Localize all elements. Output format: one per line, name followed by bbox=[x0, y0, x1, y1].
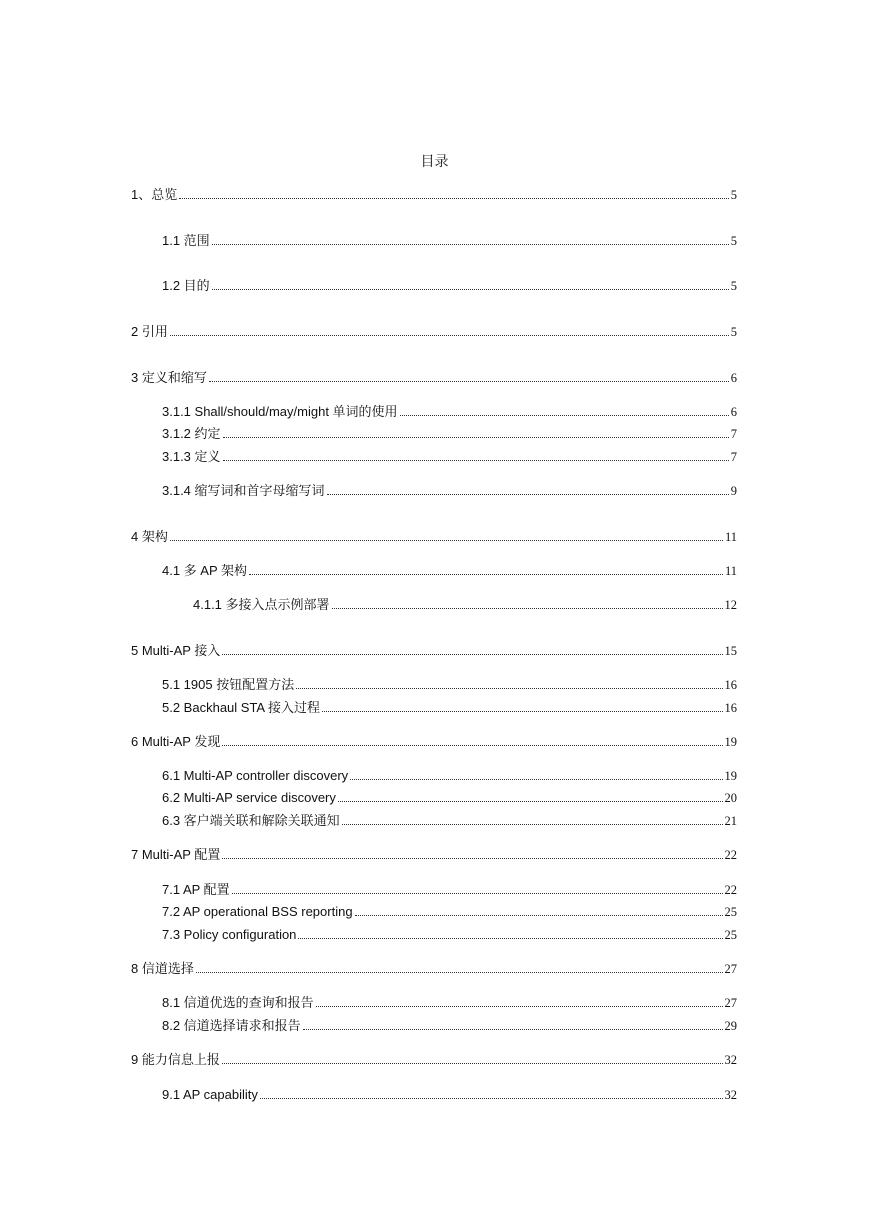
toc-leader bbox=[232, 893, 723, 894]
toc-entry[interactable] bbox=[131, 1050, 737, 1068]
toc-entry-label: 7 Multi-AP 配置 bbox=[131, 847, 221, 862]
toc-page-number: 5 bbox=[730, 234, 737, 248]
toc-leader bbox=[196, 972, 723, 973]
toc-entry-label: 3.1.1 Shall/should/may/might 单词的使用 bbox=[162, 404, 398, 419]
toc-entry-label: 6 Multi-AP 发现 bbox=[131, 734, 221, 749]
toc-entry-label: 4 架构 bbox=[131, 529, 168, 544]
toc-entry[interactable] bbox=[131, 527, 737, 545]
toc-leader bbox=[322, 711, 723, 712]
toc-entry[interactable] bbox=[162, 1085, 737, 1103]
toc-leader bbox=[355, 915, 723, 916]
toc-leader bbox=[222, 745, 722, 746]
toc-title: 目录 bbox=[420, 155, 449, 170]
toc-leader bbox=[179, 198, 729, 199]
toc-entry-label: 9.1 AP capability bbox=[162, 1087, 258, 1102]
toc-page-number: 20 bbox=[724, 791, 737, 805]
toc-entry[interactable] bbox=[162, 561, 737, 579]
toc-entry[interactable] bbox=[162, 766, 737, 784]
toc-leader bbox=[223, 460, 729, 461]
toc-leader bbox=[316, 1006, 723, 1007]
toc-page-number: 25 bbox=[724, 905, 737, 919]
toc-page-number: 15 bbox=[724, 644, 737, 658]
toc-page-number: 5 bbox=[730, 279, 737, 293]
toc-entry-label: 6.3 客户端关联和解除关联通知 bbox=[162, 813, 340, 828]
toc-entry[interactable] bbox=[162, 902, 737, 920]
toc-entry[interactable] bbox=[131, 368, 737, 386]
toc-page-number: 19 bbox=[724, 769, 737, 783]
toc-page-number: 5 bbox=[730, 188, 737, 202]
toc-entry[interactable] bbox=[162, 880, 737, 898]
toc-entry[interactable] bbox=[131, 959, 737, 977]
toc-page-number: 19 bbox=[724, 735, 737, 749]
toc-entry-label: 3.1.4 缩写词和首字母缩写词 bbox=[162, 483, 325, 498]
toc-entry-label: 8.1 信道优选的查询和报告 bbox=[162, 995, 314, 1010]
toc-entry-label: 7.1 AP 配置 bbox=[162, 882, 230, 897]
toc-entry[interactable] bbox=[162, 698, 737, 716]
toc-entry[interactable] bbox=[193, 595, 737, 613]
toc-leader bbox=[400, 415, 729, 416]
toc-entry[interactable] bbox=[162, 276, 737, 294]
toc-page-number: 6 bbox=[730, 371, 737, 385]
toc-leader bbox=[212, 244, 729, 245]
toc-entry-label: 6.1 Multi-AP controller discovery bbox=[162, 768, 349, 783]
toc-entry[interactable] bbox=[162, 402, 737, 420]
toc-page-number: 29 bbox=[724, 1019, 737, 1033]
toc-entry[interactable] bbox=[162, 1016, 737, 1034]
toc-entry-label: 1.2 目的 bbox=[162, 278, 210, 293]
toc-entry-label: 4.1 多 AP 架构 bbox=[162, 563, 248, 578]
toc-leader bbox=[332, 608, 723, 609]
toc-entry-label: 6.2 Multi-AP service discovery bbox=[162, 790, 336, 805]
toc-entry[interactable] bbox=[131, 185, 737, 203]
toc-entry-label: 7.2 AP operational BSS reporting bbox=[162, 904, 353, 919]
toc-page-number: 5 bbox=[730, 325, 737, 339]
toc-page-number: 9 bbox=[730, 484, 737, 498]
toc-page-number: 22 bbox=[724, 883, 737, 897]
toc-page-number: 32 bbox=[724, 1088, 737, 1102]
toc-leader bbox=[303, 1029, 723, 1030]
toc-leader bbox=[260, 1098, 723, 1099]
toc-entry-label: 8.2 信道选择请求和报告 bbox=[162, 1018, 301, 1033]
toc-leader bbox=[350, 779, 722, 780]
toc-entry-label: 5 Multi-AP 接入 bbox=[131, 643, 221, 658]
toc-entry[interactable] bbox=[162, 925, 737, 943]
toc-leader bbox=[342, 824, 723, 825]
toc-entry-label: 3.1.2 约定 bbox=[162, 426, 221, 441]
toc-entry[interactable] bbox=[162, 675, 737, 693]
toc-page-number: 6 bbox=[730, 405, 737, 419]
toc-page-number: 21 bbox=[724, 814, 737, 828]
toc-leader bbox=[327, 494, 729, 495]
toc-entry[interactable] bbox=[162, 788, 737, 806]
toc-entry-label: 5.2 Backhaul STA 接入过程 bbox=[162, 700, 320, 715]
toc-leader bbox=[212, 289, 729, 290]
toc-entry-label: 4.1.1 多接入点示例部署 bbox=[193, 597, 330, 612]
toc-entry[interactable] bbox=[131, 732, 737, 750]
toc-entry[interactable] bbox=[162, 231, 737, 249]
toc-entry-label: 3.1.3 定义 bbox=[162, 449, 221, 464]
toc-page-number: 32 bbox=[724, 1053, 737, 1067]
toc-page-number: 7 bbox=[730, 427, 737, 441]
toc-entry-label: 5.1 1905 按钮配置方法 bbox=[162, 677, 295, 692]
toc-entry-label: 2 引用 bbox=[131, 324, 168, 339]
toc-entry[interactable] bbox=[131, 845, 737, 863]
toc-entry-label: 9 能力信息上报 bbox=[131, 1052, 220, 1067]
toc-entry[interactable] bbox=[162, 447, 737, 465]
toc-page-number: 7 bbox=[730, 450, 737, 464]
toc-page-number: 16 bbox=[724, 701, 737, 715]
toc-leader bbox=[296, 688, 722, 689]
toc-leader bbox=[170, 540, 723, 541]
toc-leader bbox=[170, 335, 729, 336]
toc-page-number: 27 bbox=[724, 996, 737, 1010]
toc-entry-label: 7.3 Policy configuration bbox=[162, 927, 297, 942]
toc-leader bbox=[338, 801, 723, 802]
toc-leader bbox=[222, 1063, 723, 1064]
toc-page-number: 11 bbox=[724, 564, 737, 578]
toc-page-number: 12 bbox=[724, 598, 737, 612]
toc-leader bbox=[298, 938, 722, 939]
toc-entry[interactable] bbox=[131, 641, 737, 659]
toc-page-number: 16 bbox=[724, 678, 737, 692]
toc-page-number: 27 bbox=[724, 962, 737, 976]
toc-leader bbox=[223, 437, 729, 438]
toc-page-number: 22 bbox=[724, 848, 737, 862]
toc-page-number: 25 bbox=[724, 928, 737, 942]
toc-entry-label: 8 信道选择 bbox=[131, 961, 194, 976]
toc-entry[interactable] bbox=[162, 424, 737, 442]
toc-leader bbox=[222, 654, 722, 655]
toc-entry-label: 3 定义和缩写 bbox=[131, 370, 207, 385]
toc-entry[interactable] bbox=[131, 322, 737, 340]
toc-entry[interactable] bbox=[162, 481, 737, 499]
toc-leader bbox=[222, 858, 722, 859]
toc-entry-label: 1.1 范围 bbox=[162, 233, 210, 248]
toc-leader bbox=[249, 574, 723, 575]
toc-page-number: 11 bbox=[724, 530, 737, 544]
toc-entry-label: 1、总览 bbox=[131, 187, 178, 202]
toc-leader bbox=[209, 381, 729, 382]
toc-entry[interactable] bbox=[162, 811, 737, 829]
toc-entry[interactable] bbox=[162, 993, 737, 1011]
